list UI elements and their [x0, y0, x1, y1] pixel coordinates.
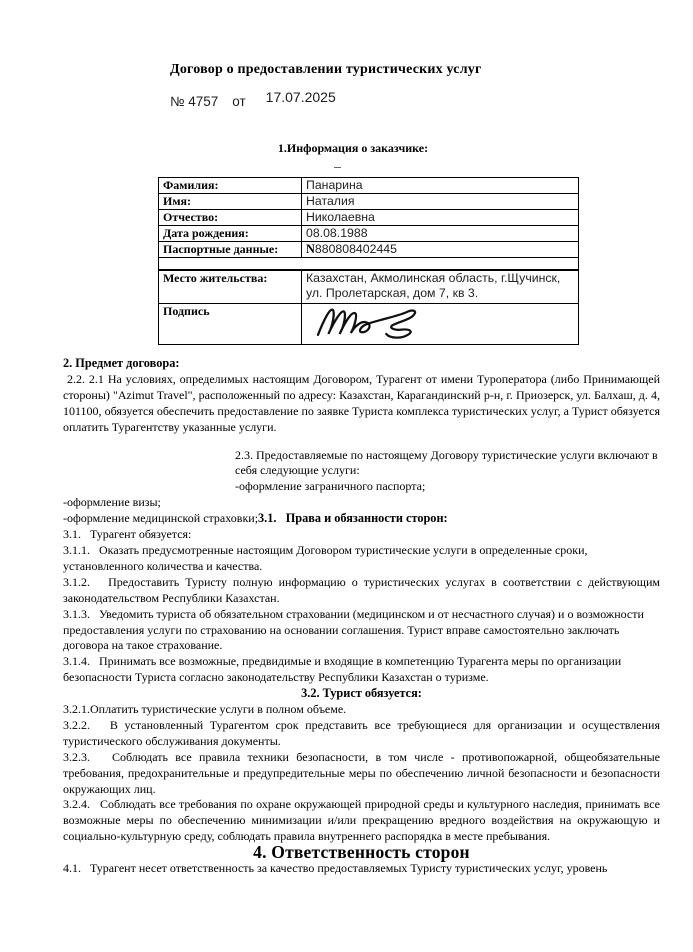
customer-info-table — [158, 177, 579, 270]
clause-4-1: 4.1. Турагент несет ответственность за качество предоставляемых Туристу туристических услуг, уровень — [63, 861, 608, 876]
clause-2-3-block — [235, 448, 660, 496]
signature-cell[interactable] — [302, 304, 579, 345]
clause-3-1-2: 3.1.2. Предоставить Туристу полную информацию о туристических услугах в соответствии с действующим законодательством Республики Казахстан. — [63, 574, 660, 605]
residence-value[interactable]: Казахстан, Акмолинская область, г.Щучинск, ул. Пролетарская, дом 7, кв 3. — [302, 271, 579, 304]
section-2-heading: 2. Предмет договора: — [63, 356, 180, 370]
scan-artifact-mark — [334, 167, 341, 168]
firstname-label: Имя: — [159, 194, 302, 210]
section-1-heading: 1.Информация о заказчике: — [277, 141, 429, 155]
clause-3-2-4: 3.2.4. Соблюдать все требования по охране окружающей природной среды и культурного наследия, принимать все возможные меры по обеспечению минимизации и/или прекращению вредного воздействия на окружающую и социально-культурную среду, соблюдать правила внутреннего распорядка в месте пребывания. — [63, 797, 660, 844]
passport-number-prefix: N — [306, 242, 315, 256]
contract-body — [63, 356, 660, 877]
patronymic-label: Отчество: — [159, 210, 302, 226]
section-3-heading: 3.1. Права и обязанности сторон: — [258, 511, 448, 526]
document-number-line — [170, 89, 336, 109]
document-title: Договор о предоставлении туристических услуг — [170, 62, 482, 77]
passport-value[interactable] — [302, 242, 579, 258]
surname-value[interactable]: Панарина — [302, 178, 579, 194]
from-word: от — [232, 94, 246, 109]
passport-number-digits: 880808402445 — [314, 242, 397, 256]
passport-label: Паспортные данные: — [159, 242, 302, 258]
empty-cell — [159, 258, 579, 270]
clause-3-1-1: 3.1.1. Оказать предусмотренные настоящим Договором туристические услуги в определенные сроки, установленного количества и качества. — [63, 542, 588, 573]
document-date-value[interactable]: 17.07.2025 — [265, 89, 336, 105]
section-4-heading: 4. Ответственность сторон — [253, 842, 470, 863]
surname-label: Фамилия: — [159, 178, 302, 194]
table-row — [159, 271, 579, 304]
service-item-visa: -оформление визы; — [63, 495, 161, 510]
clause-3-2-3: 3.2.3. Соблюдать все правила техники безопасности, в том числе - противопожарной, общеобязательные требования, предохранительные и предупредительные меры по обеспечению личной безопасности и безопасности окружающих лиц. — [63, 749, 660, 796]
clause-3-2-2: 3.2.2. В установленный Турагентом срок представить все требующиеся для организации и осуществления туристического обслуживания документы. — [63, 717, 660, 748]
clause-2-2: 2.2. 2.1 На условиях, определимых настоящим Договором, Турагент от имени Туроператора (либо Принимающей стороны) "Azimut Travel", расположенный по адресу: Казахстан, Карагандинский р-н, г. Приозерск, ул. Балхаш, д. 4, 101100, обязуется обеспечить предоставление по заявке Туриста комплекса туристических услуг, а Турист обязуется оплатить Турагентству указанные услуги. — [63, 371, 660, 434]
service-item-insurance: -оформление медицинской страховки; — [63, 511, 259, 526]
signature-label: Подпись — [159, 304, 302, 345]
patronymic-value[interactable]: Николаевна — [302, 210, 579, 226]
table-row — [159, 226, 579, 242]
signature-image — [310, 304, 574, 345]
clause-3-2-1: 3.2.1.Оплатить туристические услуги в полном объеме. — [63, 702, 347, 717]
table-row — [159, 194, 579, 210]
residence-label: Место жительства: — [159, 271, 302, 304]
document-number: № 4757 — [170, 94, 219, 109]
clause-3-1-3: 3.1.3. Уведомить туриста об обязательном страховании (медицинском и от несчастного случая) и о возможности предоставления услуги по страхованию на основании соглашения. Турист вправе самостоятельно заключать договора на такое страхование. — [63, 606, 644, 653]
table-row — [159, 304, 579, 345]
table-row — [159, 242, 579, 258]
clause-3-1-4: 3.1.4. Принимать все возможные, предвидимые и входящие в компетенцию Турагента меры по организации безопасности Туриста согласно законодательству Республики Казахстан о туризме. — [63, 654, 622, 685]
birthdate-label: Дата рождения: — [159, 226, 302, 242]
clause-3-1-intro: 3.1. Турагент обязуется: — [63, 527, 192, 542]
birthdate-value[interactable]: 08.08.1988 — [302, 226, 579, 242]
service-item-insurance-line — [63, 511, 660, 527]
firstname-value[interactable]: Наталия — [302, 194, 579, 210]
clause-2-3: 2.3. Предоставляемые по настоящему Договору туристические услуги включают в себя следующие услуги: — [235, 447, 658, 478]
service-item-passport: -оформление заграничного паспорта; — [235, 479, 426, 494]
section-3-2-heading: 3.2. Турист обязуется: — [301, 686, 422, 701]
table-row-empty — [159, 258, 579, 270]
table-row — [159, 210, 579, 226]
table-row — [159, 178, 579, 194]
customer-residence-table — [158, 270, 579, 345]
